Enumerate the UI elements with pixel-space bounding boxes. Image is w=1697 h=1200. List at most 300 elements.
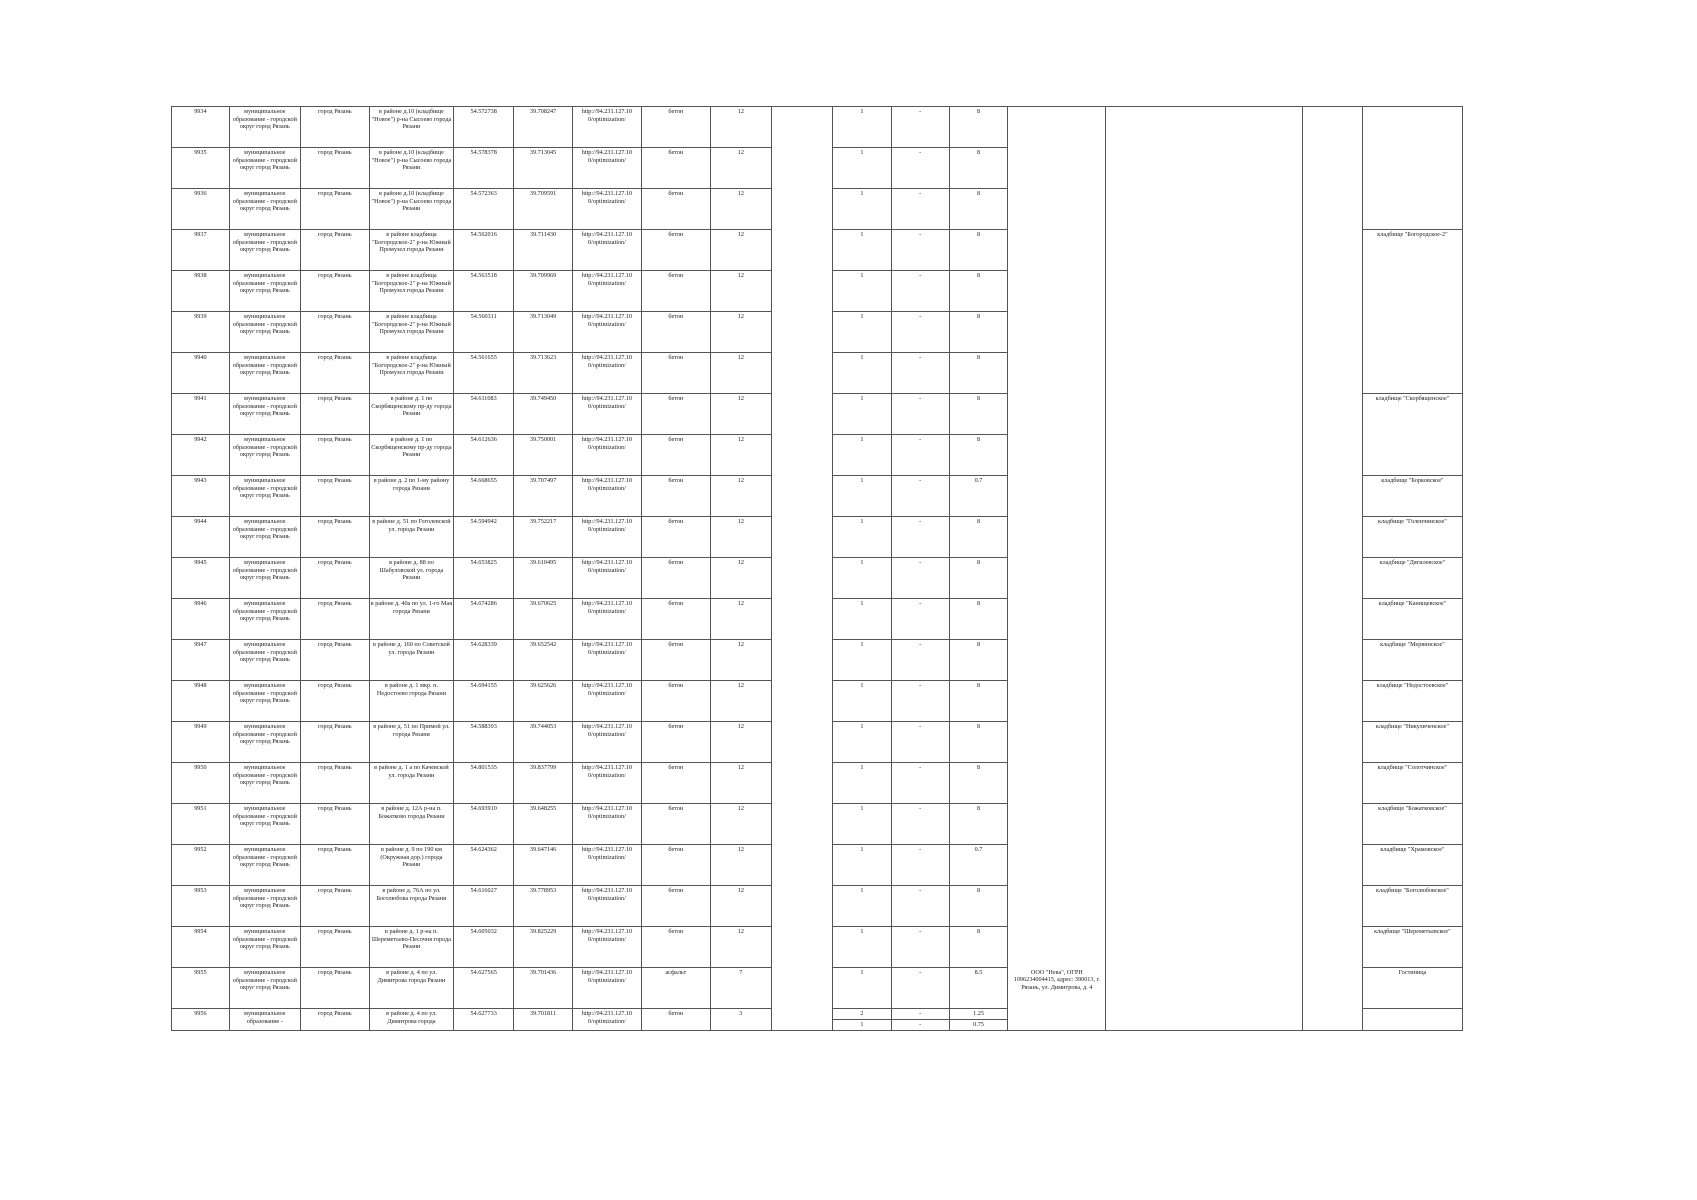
table-row [172, 353, 1463, 394]
scheme-link: http://94.231.127.10 0/optimization/ [573, 476, 642, 517]
empty-cell [1302, 148, 1362, 189]
latitude: 54.627733 [454, 1009, 514, 1031]
empty-cell [1302, 886, 1362, 927]
empty-cell [1106, 230, 1303, 271]
scheme-link: http://94.231.127.10 0/optimization/ [573, 517, 642, 558]
container-type: - [891, 312, 949, 353]
owner-info [1008, 476, 1106, 517]
site-area: 12 [710, 640, 771, 681]
scheme-link: http://94.231.127.10 0/optimization/ [573, 804, 642, 845]
settlement: город Рязань [300, 435, 369, 476]
site-area: 12 [710, 148, 771, 189]
waste-source [1362, 353, 1462, 394]
waste-source [1362, 1009, 1462, 1031]
container-count: 1 [832, 312, 891, 353]
site-area: 12 [710, 271, 771, 312]
waste-source: кладбище "Храмовское" [1362, 845, 1462, 886]
container-volume: 8 [949, 271, 1008, 312]
surface-type: бетон [641, 189, 710, 230]
empty-cell [771, 640, 832, 681]
table-row [172, 107, 1463, 148]
municipality: муниципальное образование - городской округ город Рязань [229, 353, 300, 394]
municipality: муниципальное образование - городской округ город Рязань [229, 558, 300, 599]
surface-type: бетон [641, 1009, 710, 1031]
settlement: город Рязань [300, 763, 369, 804]
waste-source: кладбище "Божатковское" [1362, 804, 1462, 845]
container-type: - [891, 353, 949, 394]
surface-type: бетон [641, 435, 710, 476]
container-count: 1 [832, 353, 891, 394]
settlement: город Рязань [300, 599, 369, 640]
scheme-link: http://94.231.127.10 0/optimization/ [573, 722, 642, 763]
waste-source: кладбище "Скорбященское" [1362, 394, 1462, 435]
container-count: 1 [832, 886, 891, 927]
owner-info [1008, 1009, 1106, 1031]
longitude: 39.778953 [514, 886, 573, 927]
container-type: - [891, 189, 949, 230]
container-type: - [891, 148, 949, 189]
latitude: 54.560311 [454, 312, 514, 353]
surface-type: бетон [641, 394, 710, 435]
empty-cell [1106, 763, 1303, 804]
address: в районе д. 1 по Скорбященскому пр-ду города Рязани [369, 394, 453, 435]
waste-source: кладбище "Шереметьевское" [1362, 927, 1462, 968]
settlement: город Рязань [300, 517, 369, 558]
empty-cell [1302, 394, 1362, 435]
empty-cell [1302, 640, 1362, 681]
container-sites-table [171, 106, 1463, 1031]
empty-cell [1302, 517, 1362, 558]
empty-cell [771, 230, 832, 271]
scheme-link: http://94.231.127.10 0/optimization/ [573, 927, 642, 968]
longitude: 39.610495 [514, 558, 573, 599]
waste-source: кладбище "Недостоевское" [1362, 681, 1462, 722]
container-volume: 0.7 [949, 476, 1008, 517]
container-volume: 8 [949, 394, 1008, 435]
table-row [172, 558, 1463, 599]
registry-sheet [171, 106, 1463, 1031]
row-number: 9936 [172, 189, 230, 230]
container-type: - [891, 763, 949, 804]
site-area: 12 [710, 435, 771, 476]
container-count: 1 [832, 599, 891, 640]
sub-value: 1.25 [973, 1010, 984, 1017]
empty-cell [771, 517, 832, 558]
latitude: 54.627565 [454, 968, 514, 1009]
empty-cell [771, 845, 832, 886]
longitude: 39.707497 [514, 476, 573, 517]
surface-type: бетон [641, 148, 710, 189]
address: в районе д. 4 по ул. Димитрова города Рязани [369, 968, 453, 1009]
row-number: 9952 [172, 845, 230, 886]
container-volume: 8 [949, 517, 1008, 558]
empty-cell [1106, 886, 1303, 927]
container-count: 1 [832, 148, 891, 189]
site-area: 12 [710, 353, 771, 394]
row-number: 9950 [172, 763, 230, 804]
municipality: муниципальное образование - городской округ город Рязань [229, 681, 300, 722]
container-type: - [891, 927, 949, 968]
scheme-link: http://94.231.127.10 0/optimization/ [573, 230, 642, 271]
address: в районе д. 4 по ул. Димитрова города [369, 1009, 453, 1031]
container-type: - [891, 722, 949, 763]
empty-cell [771, 681, 832, 722]
address: в районе д. 12А р-на п. Божатково города Рязани [369, 804, 453, 845]
municipality: муниципальное образование - городской округ город Рязань [229, 271, 300, 312]
latitude: 54.694155 [454, 681, 514, 722]
site-area: 12 [710, 599, 771, 640]
row-number: 9949 [172, 722, 230, 763]
container-count: 1 [832, 640, 891, 681]
municipality: муниципальное образование - городской округ город Рязань [229, 435, 300, 476]
address: в районе кладбища "Богородское-2" р-на Южный Промузел города Рязани [369, 230, 453, 271]
latitude: 54.628339 [454, 640, 514, 681]
owner-info [1008, 230, 1106, 271]
empty-cell [771, 599, 832, 640]
settlement: город Рязань [300, 1009, 369, 1031]
empty-cell [771, 722, 832, 763]
empty-cell [1106, 353, 1303, 394]
table-row [172, 804, 1463, 845]
container-volume: 8 [949, 107, 1008, 148]
waste-source: кладбище "Солотчинское" [1362, 763, 1462, 804]
table-row [172, 681, 1463, 722]
address: в районе д.10 (кладбище "Новое") р-на Сысоево города Рязани [369, 189, 453, 230]
scheme-link: http://94.231.127.10 0/optimization/ [573, 271, 642, 312]
waste-source: кладбище "Канищевское" [1362, 599, 1462, 640]
container-count: 1 [832, 968, 891, 1009]
row-number: 9946 [172, 599, 230, 640]
longitude: 39.744053 [514, 722, 573, 763]
address: в районе д. 1 по Скорбященскому пр-ду города Рязани [369, 435, 453, 476]
municipality: муниципальное образование - городской округ город Рязань [229, 722, 300, 763]
site-area: 12 [710, 845, 771, 886]
latitude: 54.562016 [454, 230, 514, 271]
municipality: муниципальное образование - городской округ город Рязань [229, 394, 300, 435]
container-type: - [891, 681, 949, 722]
surface-type: бетон [641, 927, 710, 968]
sub-value: 0.75 [950, 1019, 1008, 1030]
surface-type: бетон [641, 271, 710, 312]
municipality: муниципальное образование - городской округ город Рязань [229, 968, 300, 1009]
table-row [172, 763, 1463, 804]
table-row [172, 394, 1463, 435]
site-area: 12 [710, 722, 771, 763]
container-count: 1 [832, 927, 891, 968]
sub-value: 1 [833, 1019, 891, 1030]
owner-info [1008, 353, 1106, 394]
row-number: 9939 [172, 312, 230, 353]
site-area: 12 [710, 230, 771, 271]
scheme-link: http://94.231.127.10 0/optimization/ [573, 189, 642, 230]
row-number: 9953 [172, 886, 230, 927]
container-count: 1 [832, 558, 891, 599]
empty-cell [1302, 599, 1362, 640]
empty-cell [1302, 107, 1362, 148]
latitude: 54.572363 [454, 189, 514, 230]
owner-info [1008, 107, 1106, 148]
latitude: 54.801535 [454, 763, 514, 804]
surface-type: бетон [641, 517, 710, 558]
longitude: 39.752217 [514, 517, 573, 558]
empty-cell [771, 148, 832, 189]
settlement: город Рязань [300, 558, 369, 599]
settlement: город Рязань [300, 230, 369, 271]
latitude: 54.572738 [454, 107, 514, 148]
container-volume [949, 1009, 1008, 1031]
owner-info [1008, 558, 1106, 599]
container-volume: 8 [949, 886, 1008, 927]
site-area: 12 [710, 107, 771, 148]
scheme-link: http://94.231.127.10 0/optimization/ [573, 148, 642, 189]
settlement: город Рязань [300, 107, 369, 148]
waste-source [1362, 148, 1462, 189]
settlement: город Рязань [300, 968, 369, 1009]
empty-cell [771, 394, 832, 435]
municipality: муниципальное образование - городской округ город Рязань [229, 148, 300, 189]
table-row [172, 1009, 1463, 1031]
longitude: 39.701436 [514, 968, 573, 1009]
container-type: - [891, 886, 949, 927]
empty-cell [1106, 107, 1303, 148]
waste-source: кладбище "Боголюбовское" [1362, 886, 1462, 927]
waste-source: кладбище "Голенчинское" [1362, 517, 1462, 558]
address: в районе кладбища "Богородское-2" р-на Южный Промузел города Рязани [369, 271, 453, 312]
longitude: 39.711430 [514, 230, 573, 271]
settlement: город Рязань [300, 640, 369, 681]
longitude: 39.713045 [514, 148, 573, 189]
empty-cell [771, 558, 832, 599]
owner-info [1008, 681, 1106, 722]
owner-info [1008, 148, 1106, 189]
waste-source [1362, 271, 1462, 312]
municipality: муниципальное образование - городской округ город Рязань [229, 312, 300, 353]
owner-info [1008, 435, 1106, 476]
surface-type: бетон [641, 804, 710, 845]
latitude: 54.674286 [454, 599, 514, 640]
site-area: 7 [710, 968, 771, 1009]
container-type: - [891, 845, 949, 886]
address: в районе д. 88 по Шабуловской ул. города Рязани [369, 558, 453, 599]
address: в районе д. 2 по 1-му району города Рязани [369, 476, 453, 517]
row-number: 9943 [172, 476, 230, 517]
table-row [172, 148, 1463, 189]
empty-cell [1106, 271, 1303, 312]
municipality: муниципальное образование - городской округ город Рязань [229, 107, 300, 148]
empty-cell [1302, 804, 1362, 845]
empty-cell [771, 927, 832, 968]
latitude: 54.693910 [454, 804, 514, 845]
longitude: 39.750001 [514, 435, 573, 476]
container-volume: 8 [949, 189, 1008, 230]
container-volume: 8 [949, 148, 1008, 189]
longitude: 39.709969 [514, 271, 573, 312]
longitude: 39.749450 [514, 394, 573, 435]
scheme-link: http://94.231.127.10 0/optimization/ [573, 312, 642, 353]
empty-cell [1106, 148, 1303, 189]
site-area: 12 [710, 927, 771, 968]
owner-info [1008, 312, 1106, 353]
table-row [172, 722, 1463, 763]
address: в районе кладбища "Богородское-2" р-на Южный Промузел города Рязани [369, 312, 453, 353]
surface-type: бетон [641, 230, 710, 271]
latitude: 54.612636 [454, 435, 514, 476]
empty-cell [1302, 189, 1362, 230]
sub-value: 2 [860, 1010, 864, 1017]
longitude: 39.713623 [514, 353, 573, 394]
settlement: город Рязань [300, 886, 369, 927]
empty-cell [1106, 640, 1303, 681]
municipality: муниципальное образование - городской округ город Рязань [229, 804, 300, 845]
owner-info [1008, 271, 1106, 312]
surface-type: бетон [641, 763, 710, 804]
surface-type: бетон [641, 107, 710, 148]
container-count: 1 [832, 804, 891, 845]
row-number: 9935 [172, 148, 230, 189]
scheme-link: http://94.231.127.10 0/optimization/ [573, 763, 642, 804]
municipality: муниципальное образование - городской округ город Рязань [229, 599, 300, 640]
longitude: 39.825229 [514, 927, 573, 968]
container-volume: 8 [949, 230, 1008, 271]
settlement: город Рязань [300, 681, 369, 722]
waste-source [1362, 189, 1462, 230]
owner-info [1008, 886, 1106, 927]
table-row [172, 927, 1463, 968]
empty-cell [771, 271, 832, 312]
surface-type: бетон [641, 476, 710, 517]
empty-cell [1106, 599, 1303, 640]
latitude: 54.616027 [454, 886, 514, 927]
empty-cell [1106, 189, 1303, 230]
site-area: 12 [710, 681, 771, 722]
scheme-link: http://94.231.127.10 0/optimization/ [573, 1009, 642, 1031]
row-number: 9947 [172, 640, 230, 681]
sub-value: - [919, 1010, 922, 1017]
empty-cell [1302, 763, 1362, 804]
longitude: 39.652542 [514, 640, 573, 681]
table-row [172, 640, 1463, 681]
empty-cell [1302, 722, 1362, 763]
site-area: 12 [710, 804, 771, 845]
address: в районе д. 51 по Примой ул. города Рязани [369, 722, 453, 763]
container-type: - [891, 230, 949, 271]
longitude: 39.708247 [514, 107, 573, 148]
table-row [172, 435, 1463, 476]
empty-cell [1106, 927, 1303, 968]
settlement: город Рязань [300, 927, 369, 968]
empty-cell [771, 476, 832, 517]
owner-info [1008, 517, 1106, 558]
address: в районе д. 1 р-на п. Шереметьево-Песочня города Рязани [369, 927, 453, 968]
container-volume: 8 [949, 804, 1008, 845]
scheme-link: http://94.231.127.10 0/optimization/ [573, 845, 642, 886]
container-count: 1 [832, 476, 891, 517]
longitude: 39.837799 [514, 763, 573, 804]
settlement: город Рязань [300, 189, 369, 230]
container-volume: 8 [949, 927, 1008, 968]
surface-type: асфальт [641, 968, 710, 1009]
empty-cell [771, 312, 832, 353]
municipality: муниципальное образование - городской округ город Рязань [229, 927, 300, 968]
waste-source: Гостиница [1362, 968, 1462, 1009]
settlement: город Рязань [300, 271, 369, 312]
surface-type: бетон [641, 845, 710, 886]
container-count: 1 [832, 189, 891, 230]
container-type: - [891, 968, 949, 1009]
row-number: 9955 [172, 968, 230, 1009]
container-count: 1 [832, 517, 891, 558]
table-row [172, 230, 1463, 271]
address: в районе д. 76А по ул. Боголюбова города Рязани [369, 886, 453, 927]
row-number: 9934 [172, 107, 230, 148]
surface-type: бетон [641, 558, 710, 599]
surface-type: бетон [641, 599, 710, 640]
owner-info [1008, 927, 1106, 968]
container-count: 1 [832, 271, 891, 312]
longitude: 39.701811 [514, 1009, 573, 1031]
empty-cell [1302, 271, 1362, 312]
surface-type: бетон [641, 722, 710, 763]
settlement: город Рязань [300, 804, 369, 845]
empty-cell [1106, 517, 1303, 558]
empty-cell [1106, 435, 1303, 476]
table-row [172, 599, 1463, 640]
municipality: муниципальное образование - городской округ город Рязань [229, 517, 300, 558]
surface-type: бетон [641, 353, 710, 394]
site-area: 3 [710, 1009, 771, 1031]
container-count: 1 [832, 107, 891, 148]
row-number: 9945 [172, 558, 230, 599]
row-number: 9951 [172, 804, 230, 845]
container-volume: 8 [949, 353, 1008, 394]
waste-source: кладбище "Мервинское" [1362, 640, 1462, 681]
longitude: 39.713049 [514, 312, 573, 353]
empty-cell [1106, 804, 1303, 845]
row-number: 9940 [172, 353, 230, 394]
container-type: - [891, 804, 949, 845]
surface-type: бетон [641, 681, 710, 722]
municipality: муниципальное образование - [229, 1009, 300, 1031]
waste-source [1362, 435, 1462, 476]
municipality: муниципальное образование - городской округ город Рязань [229, 763, 300, 804]
longitude: 39.709591 [514, 189, 573, 230]
scheme-link: http://94.231.127.10 0/optimization/ [573, 394, 642, 435]
container-volume: 8 [949, 558, 1008, 599]
owner-info [1008, 394, 1106, 435]
empty-cell [1106, 681, 1303, 722]
address: в районе д.10 (кладбище "Новое") р-на Сысоево города Рязани [369, 107, 453, 148]
waste-source: кладбище "Богородское-2" [1362, 230, 1462, 271]
sub-value: - [892, 1019, 949, 1030]
owner-info: ООО "Нева", ОГРН 1096234004415, адрес: 390013, г. Рязань, ул. Димитрова, д. 4 [1008, 968, 1106, 1009]
empty-cell [1106, 968, 1303, 1009]
settlement: город Рязань [300, 353, 369, 394]
site-area: 12 [710, 763, 771, 804]
container-type: - [891, 435, 949, 476]
container-volume: 8 [949, 763, 1008, 804]
container-type: - [891, 640, 949, 681]
latitude: 54.611083 [454, 394, 514, 435]
table-row [172, 886, 1463, 927]
municipality: муниципальное образование - городской округ город Рязань [229, 230, 300, 271]
row-number: 9948 [172, 681, 230, 722]
settlement: город Рязань [300, 148, 369, 189]
site-area: 12 [710, 558, 771, 599]
container-count: 1 [832, 845, 891, 886]
scheme-link: http://94.231.127.10 0/optimization/ [573, 681, 642, 722]
container-type: - [891, 558, 949, 599]
empty-cell [1106, 845, 1303, 886]
